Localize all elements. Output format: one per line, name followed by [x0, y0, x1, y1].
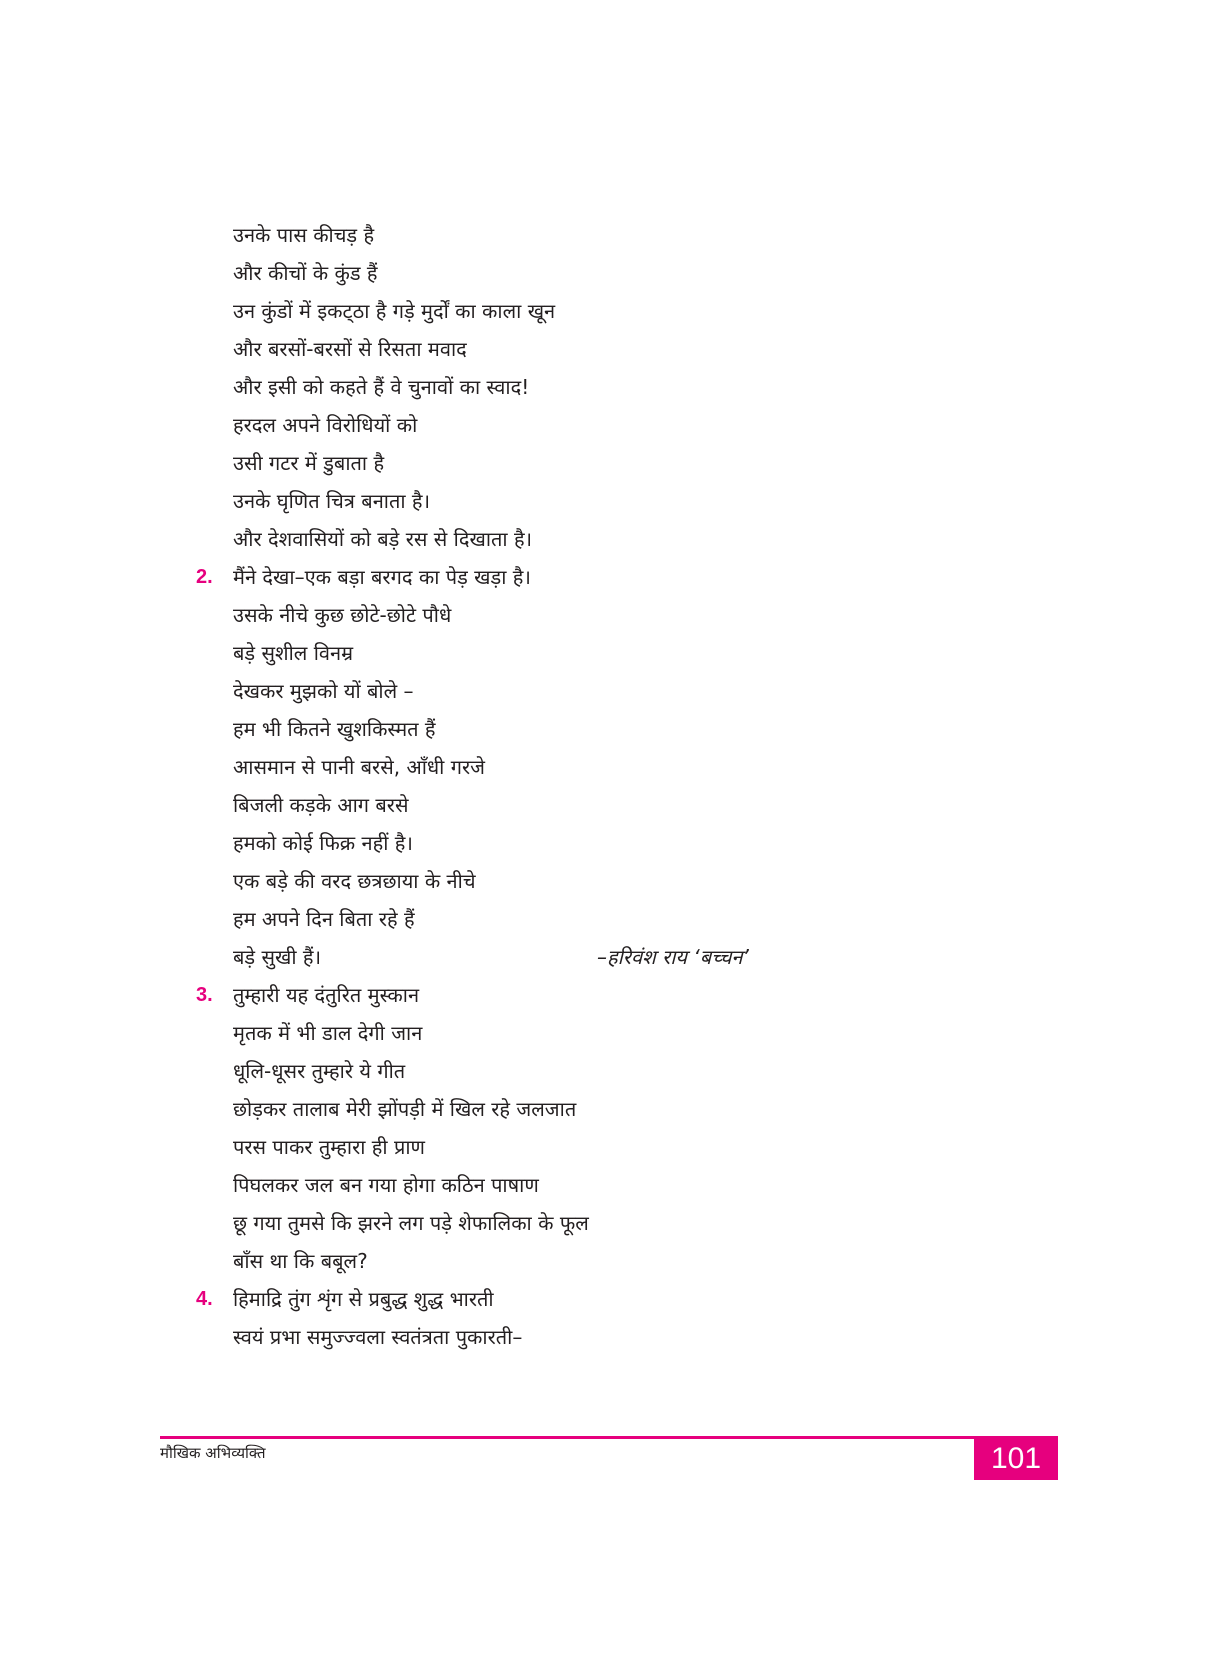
- poem-line: छोड़कर तालाब मेरी झोंपड़ी में खिल रहे जलजात: [233, 1097, 577, 1121]
- footer-section-label: मौखिक अभिव्यक्ति: [160, 1444, 266, 1462]
- poem-line: उसके नीचे कुछ छोटे-छोटे पौधे: [233, 603, 452, 627]
- item-number-4: 4.: [196, 1288, 213, 1310]
- footer-divider: [160, 1436, 1058, 1439]
- poem-line: मैंने देखा–एक बड़ा बरगद का पेड़ खड़ा है।: [233, 565, 531, 589]
- poem-line: हरदल अपने विरोधियों को: [233, 413, 418, 437]
- poem-line: तुम्हारी यह दंतुरित मुस्कान: [233, 983, 420, 1007]
- poem-line: बाँस था कि बबूल?: [233, 1249, 368, 1273]
- poem-line: उनके घृणित चित्र बनाता है।: [233, 489, 431, 513]
- poem-line: हम अपने दिन बिता रहे हैं: [233, 907, 415, 931]
- poem-line: बड़े सुशील विनम्र: [233, 641, 354, 665]
- poem-line: आसमान से पानी बरसे, आँधी गरजे: [233, 755, 486, 779]
- poem-line: हमको कोई फिक्र नहीं है।: [233, 831, 413, 855]
- poem-line: और बरसों-बरसों से रिसता मवाद: [233, 337, 467, 361]
- poem-line: परस पाकर तुम्हारा ही प्राण: [233, 1135, 425, 1159]
- item-number-3: 3.: [196, 984, 213, 1006]
- poem-line: मृतक में भी डाल देगी जान: [233, 1021, 423, 1045]
- poem-line: उसी गटर में डुबाता है: [233, 451, 385, 475]
- poem-line: छू गया तुमसे कि झरने लग पड़े शेफालिका के फूल: [233, 1211, 589, 1235]
- poem-line: और कीचों के कुंड हैं: [233, 261, 378, 285]
- poem-line: बिजली कड़के आग बरसे: [233, 793, 409, 817]
- poem-line: उनके पास कीचड़ है: [233, 223, 375, 247]
- page-number: 101: [974, 1438, 1058, 1480]
- poem-line: धूलि-धूसर तुम्हारे ये गीत: [233, 1059, 406, 1083]
- poem-line: पिघलकर जल बन गया होगा कठिन पाषाण: [233, 1173, 539, 1197]
- poem-line: और देशवासियों को बड़े रस से दिखाता है।: [233, 527, 533, 551]
- poem-line: देखकर मुझको यों बोले –: [233, 679, 414, 703]
- poem-line: उन कुंडों में इकट्‌ठा है गड़े मुर्दों का काला खून: [233, 299, 556, 323]
- item-number-2: 2.: [196, 566, 213, 588]
- poem-line: एक बड़े की वरद छत्रछाया के नीचे: [233, 869, 476, 893]
- poem-line: स्वयं प्रभा समुज्ज्वला स्वतंत्रता पुकारती–: [233, 1325, 523, 1349]
- poem-line: और इसी को कहते हैं वे चुनावों का स्वाद!: [233, 375, 530, 399]
- poem-line: हम भी कितने खुशकिस्मत हैं: [233, 717, 436, 741]
- poem-attribution: –हरिवंश राय ‘बच्चन’: [597, 945, 749, 969]
- poem-line: हिमाद्रि तुंग शृंग से प्रबुद्ध शुद्ध भारती: [233, 1287, 494, 1311]
- poem-line: बड़े सुखी हैं।: [233, 945, 322, 969]
